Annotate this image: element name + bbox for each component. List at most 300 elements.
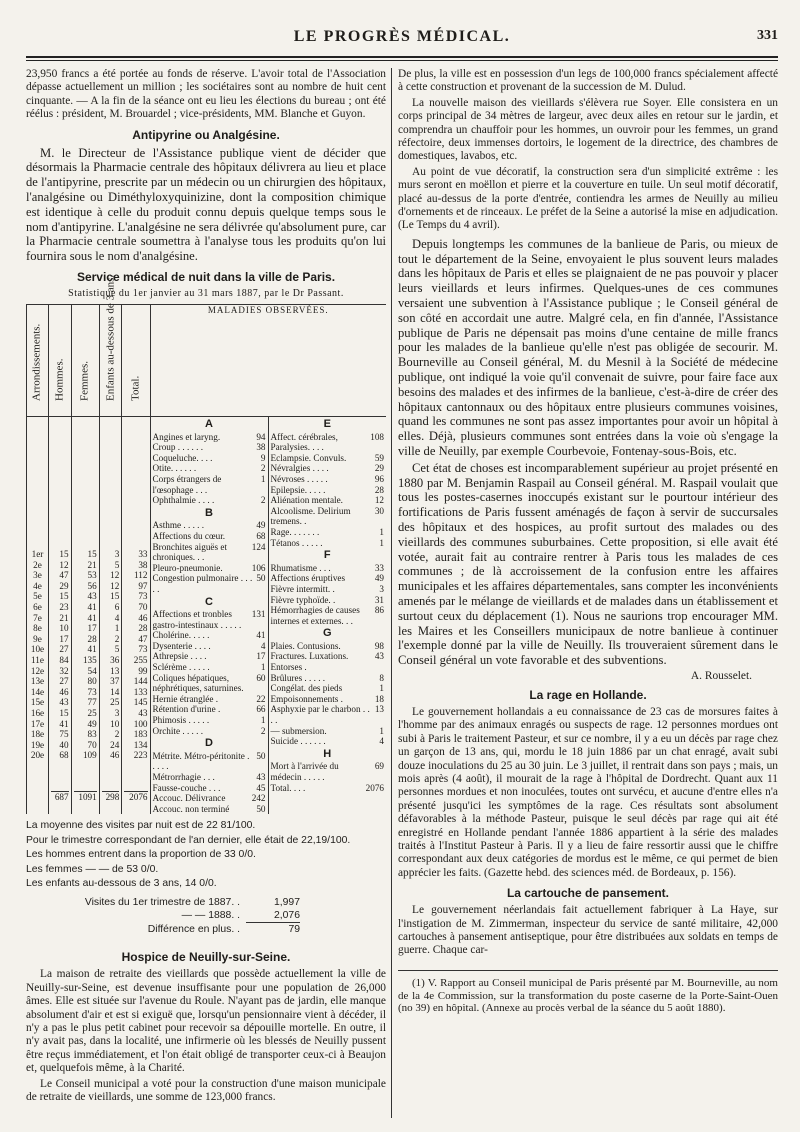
summary-line: Les hommes entrent dans la proportion de 33 0/0. bbox=[26, 849, 256, 861]
table-cell: 27 bbox=[59, 644, 69, 655]
table-cell: 3 bbox=[114, 549, 120, 559]
table-cell: 11e bbox=[31, 654, 44, 665]
disease-row bbox=[271, 463, 385, 474]
disease-row bbox=[153, 804, 266, 815]
disease-row bbox=[153, 453, 266, 464]
hospice-continued-paragraph: La nouvelle maison des vieillards s'élèvera rue Soyer. Elle consistera en un corps principal de 34 mètres de largeur, avec deux ailes en retour sur le jardin, et comprendra un chauffoir pour les hommes, un ouvroir pour les femmes, un grand réfectoire, deux immenses dortoirs, le logement de la directrice, des chambres de domestiques, lavabos, etc. bbox=[398, 96, 778, 163]
disease-count: 22 bbox=[256, 693, 266, 704]
disease-row bbox=[153, 573, 266, 594]
table-cell: 84 bbox=[59, 654, 69, 665]
disease-row bbox=[271, 783, 385, 794]
disease-row bbox=[153, 474, 266, 495]
disease-name: Rage. . . . . . . bbox=[270, 526, 320, 537]
table-cell: 134 bbox=[133, 739, 148, 750]
table-cell: 41 bbox=[59, 718, 69, 729]
visits-comparison bbox=[26, 896, 386, 936]
table-cell: 83 bbox=[87, 729, 97, 740]
diseases-header: MALADIES OBSERVÉES. bbox=[150, 305, 386, 417]
disease-name: Coliques hépatiques, néphrétiques, saturnines. bbox=[152, 672, 244, 694]
disease-name: Congestion pulmonaire . . . . . bbox=[152, 573, 253, 594]
table-cell: 255 bbox=[133, 654, 148, 665]
disease-row bbox=[153, 520, 266, 531]
disease-count: 50 bbox=[256, 750, 266, 761]
table-cell: 75 bbox=[59, 729, 69, 740]
table-cell: 12 bbox=[110, 570, 120, 581]
page-header bbox=[26, 28, 778, 52]
journal-title: LE PROGRÈS MÉDICAL. bbox=[293, 28, 511, 45]
disease-row bbox=[153, 432, 266, 443]
table-cell: 10e bbox=[30, 644, 45, 655]
disease-name: — submersion. bbox=[270, 725, 327, 736]
table-cell: 46 bbox=[110, 750, 120, 761]
disease-row bbox=[153, 641, 266, 652]
disease-row bbox=[153, 630, 266, 641]
disease-name: Affections et tronbles gastro-intestinaux . . . . . bbox=[152, 609, 242, 630]
disease-row bbox=[271, 651, 385, 672]
disease-name: Métrorrhagie . . . bbox=[152, 772, 215, 782]
table-cell: 43 bbox=[87, 591, 97, 602]
disease-count: 2 bbox=[260, 725, 266, 736]
table-cell: 54 bbox=[87, 665, 97, 676]
table-cell: 23 bbox=[59, 601, 69, 612]
disease-row bbox=[271, 726, 385, 737]
disease-count: 28 bbox=[374, 484, 384, 495]
disease-group-letter: H bbox=[323, 747, 332, 760]
hospice-continued-paragraph: De plus, la ville est en possession d'un legs de 100,000 francs spécialement affecté à cette construction et provenant de la succession de M. Dulud. bbox=[398, 68, 778, 94]
table-cell: 47 bbox=[138, 633, 148, 644]
table-cell: 145 bbox=[133, 697, 148, 708]
disease-count: 43 bbox=[374, 651, 384, 662]
total-count-list bbox=[122, 417, 150, 815]
author-signature: A. Rousselet. bbox=[690, 669, 752, 682]
summary-line: La moyenne des visites par nuit est de 22 81/100. bbox=[26, 820, 256, 832]
table-cell: 24 bbox=[110, 739, 120, 750]
table-cell: 17e bbox=[30, 718, 45, 729]
table-cell: 17 bbox=[59, 633, 69, 644]
antipyrine-heading: Antipyrine ou Analgésine. bbox=[132, 127, 280, 142]
table-cell: 4 bbox=[114, 612, 120, 623]
disease-row bbox=[271, 474, 385, 485]
disease-row bbox=[271, 485, 385, 496]
table-cell: 49 bbox=[87, 718, 97, 729]
disease-group-letter: D bbox=[205, 737, 213, 750]
table-cell: 135 bbox=[82, 654, 97, 665]
table-cell: 29 bbox=[59, 580, 69, 591]
intro-paragraph: 23,950 francs a été portée au fonds de réserve. L'avoir total de l'Association dépasse actuellement un million ; les sociétaires sont au nombre de huit cent cinquante. — A la fin de la séance ont eu lieu les élections du bureau ; ont été réélus : président, M. Brouardel ; vice-présidents, MM. Blanche et Guyon. bbox=[26, 68, 386, 121]
disease-count: 17 bbox=[256, 651, 266, 662]
disease-count: 242 bbox=[251, 793, 266, 804]
disease-row bbox=[153, 563, 266, 574]
summary-line: Les enfants au-dessous de 3 ans, 14 0/0. bbox=[26, 878, 217, 889]
table-cell: 10 bbox=[110, 718, 120, 729]
table-cell: 36 bbox=[110, 654, 120, 665]
disease-name: Phimosis . . . . . bbox=[152, 715, 210, 726]
table-cell: 183 bbox=[133, 729, 148, 740]
visits-value: 1,997 bbox=[273, 897, 300, 909]
disease-count: 68 bbox=[256, 530, 266, 541]
footnote-text: (1) V. Rapport au Conseil municipal de Paris présenté par M. Bourneville, au nom de la 4e Commission, sur la transformation du poste caserne de la Porte-Saint-Ouen (no 39) en hôpital. (Annexe au procès verbal de la séance du 5 août 1880). bbox=[398, 976, 778, 1015]
disease-row bbox=[271, 641, 385, 652]
table-cell: 47 bbox=[59, 570, 69, 581]
table-cell: 2e bbox=[33, 559, 42, 570]
table-cell: 7e bbox=[33, 612, 42, 623]
disease-name: Cholérine. . . . . bbox=[152, 630, 210, 641]
disease-row bbox=[153, 463, 266, 474]
disease-count: 1 bbox=[260, 473, 266, 484]
disease-name: Dysenterie . . . . bbox=[152, 640, 211, 651]
hospice-paragraph: Le Conseil municipal a voté pour la construction d'une maison municipale de retraite de vieillards, une somme de 123,000 francs. bbox=[26, 1077, 386, 1104]
table-cell: 28 bbox=[138, 623, 148, 634]
women-header: Femmes. bbox=[71, 305, 99, 417]
table-cell: 37 bbox=[110, 676, 120, 687]
disease-row bbox=[271, 584, 385, 595]
table-cell: 12 bbox=[59, 559, 69, 570]
rage-heading: La rage en Hollande. bbox=[529, 687, 647, 702]
disease-count: 1 bbox=[379, 537, 384, 548]
table-cell: 13 bbox=[110, 665, 120, 676]
disease-name: Croup . . . . . . bbox=[152, 442, 204, 453]
disease-count: 50 bbox=[256, 573, 266, 584]
cartouche-heading: La cartouche de pansement. bbox=[506, 886, 670, 901]
table-cell: 33 bbox=[138, 549, 148, 559]
disease-count: 50 bbox=[256, 803, 266, 814]
disease-count: 106 bbox=[251, 562, 266, 573]
disease-name: Coqueluche. . . . bbox=[152, 452, 213, 463]
disease-count: 38 bbox=[256, 442, 266, 453]
disease-name: Empoisonnements . bbox=[270, 693, 343, 704]
table-cell: 6e bbox=[33, 601, 42, 612]
disease-count: 2 bbox=[260, 495, 266, 506]
disease-count: 8 bbox=[379, 672, 384, 683]
table-cell: 15 bbox=[59, 549, 69, 559]
disease-row bbox=[271, 704, 385, 725]
table-cell: 27 bbox=[59, 676, 69, 687]
disease-name: Rétention d'urine . bbox=[152, 704, 221, 715]
table-cell: 2 bbox=[114, 729, 120, 740]
table-cell: 73 bbox=[138, 591, 148, 602]
table-cell: 15 bbox=[59, 591, 69, 602]
disease-name: Accouc. non terminé bbox=[152, 803, 230, 814]
disease-row bbox=[271, 595, 385, 606]
visits-label: — — 1888. . bbox=[181, 910, 240, 922]
table-cell: 133 bbox=[133, 686, 148, 697]
table-sum-cell: 687 bbox=[51, 791, 69, 803]
disease-row bbox=[271, 563, 385, 574]
disease-count: 94 bbox=[256, 431, 266, 442]
disease-count: 9 bbox=[260, 452, 266, 463]
disease-count: 131 bbox=[251, 609, 266, 620]
table-cell: 3e bbox=[33, 570, 42, 581]
total-header: Total. bbox=[122, 305, 150, 417]
disease-row bbox=[271, 506, 385, 527]
disease-count: 3 bbox=[379, 583, 384, 594]
disease-count: 45 bbox=[256, 782, 266, 793]
disease-count: 18 bbox=[374, 693, 384, 704]
disease-count: 30 bbox=[374, 505, 384, 516]
disease-count: 1 bbox=[260, 715, 266, 726]
table-cell: 5 bbox=[114, 644, 120, 655]
disease-row bbox=[271, 694, 385, 705]
disease-name: Fractures. Luxations. Entorses . bbox=[270, 651, 349, 673]
table-cell: 43 bbox=[138, 707, 148, 718]
disease-count: 4 bbox=[379, 736, 384, 747]
disease-row bbox=[271, 538, 385, 549]
table-cell: 9e bbox=[33, 633, 42, 644]
disease-row bbox=[153, 715, 266, 726]
table-cell: 25 bbox=[87, 707, 97, 718]
table-cell: 100 bbox=[133, 718, 148, 729]
table-cell: 28 bbox=[87, 633, 97, 644]
disease-count: 60 bbox=[256, 672, 266, 683]
table-cell: 46 bbox=[138, 612, 148, 623]
table-sum-cell: 2076 bbox=[124, 791, 147, 803]
disease-name: Epilepsie. . . . . bbox=[270, 484, 326, 495]
disease-name: Bronchites aiguës et chroniques. . . bbox=[152, 541, 228, 563]
disease-count: 59 bbox=[374, 452, 384, 463]
disease-row bbox=[153, 442, 266, 453]
disease-row bbox=[271, 573, 385, 584]
children-count-list bbox=[99, 417, 122, 815]
diseases-column-a-d bbox=[150, 417, 268, 815]
disease-name: Aliénation mentale. bbox=[270, 495, 343, 506]
disease-count: 12 bbox=[374, 495, 384, 506]
disease-row bbox=[271, 432, 385, 453]
cartouche-paragraph: Le gouvernement néerlandais fait actuellement fabriquer à La Haye, sur l'instigation de M. Zimmerman, inspecteur du service de santé militaire, 42,000 cartouches à pansement antiseptique, pour être distribuées aux soldats en temps de guerre. Chaque car- bbox=[398, 904, 778, 957]
disease-count: 41 bbox=[256, 630, 266, 641]
summary-line: Pour le trimestre correspondant de l'an dernier, elle était de 22,19/100. bbox=[26, 834, 351, 846]
disease-count: 1 bbox=[379, 526, 384, 537]
disease-name: Affections du cœur. bbox=[152, 530, 226, 541]
disease-name: Névroses . . . . . bbox=[270, 473, 328, 484]
table-cell: 13e bbox=[30, 676, 45, 687]
disease-row bbox=[153, 531, 266, 542]
table-cell: 43 bbox=[59, 697, 69, 708]
disease-count: 43 bbox=[256, 772, 266, 782]
statistics-summary bbox=[26, 820, 386, 890]
disease-row bbox=[153, 704, 266, 715]
hospice-paragraph: La maison de retraite des vieillards que possède actuellement la ville de Neuilly-sur-Seine, est devenue insuffisante pour une population de 26,000 âmes. Elle est située sur l'avenue du Roule. N'ayant pas de jardin, elle manque absolument d'air et est si exiguë que, lorsqu'un pensionnaire vient à décéder, il n'y a pas le plus petit cabinet pour recevoir sa dépouille mortelle. En outre, il n'y avait pas, dans la localité, une infirmerie où les blessés de Neuilly pussent être reçus immédiatement, et l'on était obligé de transporter ceux-ci à Beaujon et, quelquefois même, à la Charité. bbox=[26, 968, 386, 1075]
disease-row bbox=[153, 751, 266, 772]
table-cell: 6 bbox=[114, 601, 120, 612]
disease-group-letter: G bbox=[322, 627, 332, 640]
table-cell: 99 bbox=[138, 665, 148, 676]
disease-name: Pleuro-pneumonie. bbox=[152, 562, 223, 573]
table-cell: 70 bbox=[87, 739, 97, 750]
disease-row bbox=[271, 761, 385, 782]
disease-row bbox=[153, 694, 266, 705]
table-cell: 41 bbox=[87, 612, 97, 623]
disease-name: Corps étrangers de l'œsophage . . . bbox=[152, 473, 222, 495]
men-count-list bbox=[48, 417, 71, 815]
disease-count: 31 bbox=[374, 594, 384, 605]
table-cell: 46 bbox=[59, 686, 69, 697]
disease-name: Athrepsie . . . . bbox=[152, 651, 207, 662]
disease-name: Total. . . . bbox=[270, 782, 306, 793]
table-cell: 32 bbox=[59, 665, 69, 676]
disease-count: 69 bbox=[374, 761, 384, 772]
disease-count: 86 bbox=[374, 605, 384, 616]
disease-count: 49 bbox=[374, 573, 384, 584]
disease-name: Brûlures . . . . . bbox=[270, 672, 326, 683]
disease-name: Rhumatisme . . . bbox=[270, 562, 331, 573]
table-cell: 40 bbox=[59, 739, 69, 750]
disease-count: 13 bbox=[374, 704, 384, 715]
disease-group-letter: F bbox=[323, 549, 331, 562]
table-cell: 12e bbox=[30, 665, 45, 676]
table-cell: 41 bbox=[87, 644, 97, 655]
antipyrine-paragraph: M. le Directeur de l'Assistance publique vient de décider que désormais la Pharmacie centrale des hôpitaux délivrera au lieu et place de l'antipyrine, prescrite par un médecin ou un chirurgien des hôpitaux, l'analgésine ou Diméthyloxyquinizine, dont la composition chimique est identique à celle du produit connu depuis quelque temps sous le nom d'antipyrine. L'analgésine ne sera délivrée qu'absolument pure, car la Pharmacie centrale soumettra à l'analyse tous les produits qu'on lui fournira sous le nom d'analgésine. bbox=[26, 145, 386, 264]
disease-count: 2 bbox=[260, 463, 266, 474]
disease-name: Asphyxie par le charbon . . . . bbox=[270, 704, 370, 726]
disease-row bbox=[271, 736, 385, 747]
disease-name: Ophthalmie . . . . bbox=[152, 495, 215, 506]
disease-name: Eclampsie. Convuls. bbox=[270, 452, 347, 463]
table-cell: 38 bbox=[138, 559, 148, 570]
disease-count: 1 bbox=[260, 662, 266, 673]
banlieue-paragraph: Depuis longtemps les communes de la banlieue de Paris, ou mieux de tout le département de la Seine, envoyaient le plus souvent leurs malades dans les hôpitaux de Paris et elles se plaignaient de ne pas pouvoir y placer leurs vieillards et leurs infirmes. Quelques-unes de ces communes versaient une subvention à l'Assistance publique ; le Conseil général de son côté en accordait une autre. Malgré cela, en fin d'année, l'Assistance publique de Paris ne dépensait pas moins d'une centaine de mille francs pour les malades de la banlieue qu'elle n'est pas obligée de secourir. M. Bourneville au Conseil général, M. du Mesnil à la Société de médecine publique, ont indiqué la voie qu'il convenait de suivre, pour faire face aux besoins des malades et des infirmes de la banlieue, c'est-à-dire de créer des hôpitaux cantonnaux ou des hôpitaux entre plusieurs communes voisines, quand les communes ne sont pas assez importantes pour avoir un hôpital à elles. Déjà, plusieurs communes sont entrées dans la voie où s'engage la ville de Neuilly, par exemple Courbevoie, Fontenay-sous-Bois, etc. bbox=[398, 236, 778, 459]
disease-row bbox=[153, 609, 266, 630]
table-cell: 70 bbox=[138, 601, 148, 612]
visits-value: 79 bbox=[288, 924, 300, 936]
women-count-list bbox=[71, 417, 99, 815]
table-cell: 5e bbox=[33, 591, 42, 602]
table-cell: 80 bbox=[87, 676, 97, 687]
table-sum-cell: 298 bbox=[102, 791, 120, 803]
table-cell: 20e bbox=[30, 750, 45, 761]
arrondissement-list bbox=[27, 417, 49, 815]
table-cell: 109 bbox=[82, 750, 97, 761]
disease-count: 1 bbox=[379, 725, 384, 736]
table-cell: 10 bbox=[59, 623, 69, 634]
disease-name: Alcoolisme. Delirium tremens. . bbox=[270, 505, 351, 527]
disease-count: 29 bbox=[374, 463, 384, 474]
disease-row bbox=[153, 673, 266, 694]
table-cell: 12 bbox=[110, 580, 120, 591]
disease-name: Asthme . . . . . bbox=[152, 520, 205, 531]
hospice-heading: Hospice de Neuilly-sur-Seine. bbox=[121, 950, 291, 965]
left-column bbox=[26, 68, 386, 1118]
table-cell: 53 bbox=[87, 570, 97, 581]
disease-count: 66 bbox=[256, 704, 266, 715]
disease-count: 49 bbox=[256, 520, 266, 531]
disease-row bbox=[153, 772, 266, 783]
table-cell: 144 bbox=[133, 676, 148, 687]
disease-name: Hernie étranglée . bbox=[152, 693, 219, 704]
footnote bbox=[398, 970, 778, 1015]
table-cell: 17 bbox=[87, 623, 97, 634]
diseases-column-e-h bbox=[268, 417, 386, 815]
disease-name: Congélat. des pieds bbox=[270, 683, 343, 694]
table-cell: 5 bbox=[114, 559, 120, 570]
disease-row bbox=[271, 453, 385, 464]
table-cell: 19e bbox=[30, 739, 45, 750]
disease-count: 33 bbox=[374, 562, 384, 573]
table-cell: 15 bbox=[110, 591, 120, 602]
table-cell: 223 bbox=[133, 750, 148, 761]
table-cell: 97 bbox=[138, 580, 148, 591]
visits-label: Différence en plus. . bbox=[147, 924, 240, 936]
disease-row bbox=[153, 793, 266, 804]
table-cell: 73 bbox=[138, 644, 148, 655]
disease-row bbox=[271, 673, 385, 684]
disease-name: Fièvre intermitt. . bbox=[270, 583, 335, 594]
visits-value: 2,076 bbox=[246, 909, 300, 923]
table-cell: 16e bbox=[30, 707, 45, 718]
table-cell: 15 bbox=[59, 707, 69, 718]
column-divider bbox=[391, 68, 392, 1118]
page-number: 331 bbox=[757, 28, 778, 43]
disease-name: Affections éruptives bbox=[270, 573, 346, 584]
disease-name: Accouc. Délivrance bbox=[152, 793, 226, 804]
disease-row bbox=[153, 726, 266, 737]
table-cell: 15 bbox=[87, 549, 97, 559]
disease-group-letter: C bbox=[205, 595, 213, 608]
service-heading: Service médical de nuit dans la ville de Paris. bbox=[76, 270, 336, 284]
arrondissements-header: Arrondissements. bbox=[27, 305, 49, 417]
disease-name: Névralgies . . . . bbox=[270, 463, 329, 474]
header-rule bbox=[26, 56, 778, 61]
disease-row bbox=[271, 605, 385, 626]
rage-paragraph: Le gouvernement hollandais a eu connaissance de 23 cas de morsures faites à l'homme par des animaux enragés ou suspects de rage. 12 personnes mordues ont subi à Paris le traitement Pasteur, et sur ce nombre, il y a eu un décès par rage chez un garçon de 13 ans, qui, mordu le 18 juin 1886 par un chat enragé, avait subi douze inoculations du 25 au 30 juin. Le 3 juillet, il rentrait dans son pays ; mais, un mois après (4 août), il mourait de la rage à l'hôpital de Dordrecht. Quant aux 11 personnes mordues et non inoculées, toutes ont survécu, et aucune d'entre elles n'a présenté jusqu'ici les symptômes de la rage. Ces résultats sont absolument défavorables à la méthode Pasteur, puisque le seul décès par rage qui ait été enregistré en Hollande pendant l'année 1886 appartient à la série des malades traités à l'Institut Pasteur à Paris. Il y a lieu de faire ressortir aussi que le chiffre correspondant aux deux catégories de mordus est le même, ce qui permet de bien apprécier les faits. (Gazette hebd. des sciences méd. de Bordeaux, p. 156). bbox=[398, 705, 778, 879]
banlieue-paragraph: Cet état de choses est incomparablement supérieur au projet présenté en 1880 par M. Benjamin Raspail au Conseil général. M. Raspail voulait que tous les postes-casernes inoccupés existant sur le pourtour intérieur des fortifications de Paris fussent aménagés de façon à servir de succursales des hôpitaux et des hospices, au profit surtout des malades ou des vieillards des communes suburbaines. Cette proposition, si elle avait été votée, aurait fait au contraire rentrer à Paris tous les malades de ces communes ; de là accroissement de la confusion entre les affaires municipales et les affaires départementales, sans compter les inconvénients amenés par le mélange de vieillards et de malades dans un établissement et surtout ceux du déplacement (1). Nous ne saurions trop encourager MM. les Maires et les Conseillers municipaux de notre banlieue à continuer l'exemple donné par la ville de Neuilly. Ils trouveraient sûrement dans le Conseil général un vote favorable et des subventions. bbox=[398, 460, 778, 668]
disease-name: Fausse-couche . . . bbox=[152, 782, 221, 793]
disease-row bbox=[153, 542, 266, 563]
table-cell: 15e bbox=[30, 697, 45, 708]
table-cell: 25 bbox=[110, 697, 120, 708]
hospice-continued-paragraph: Au point de vue décoratif, la construction sera d'un simplicité extrême : les murs seront en moëllon et pierre et la couverture en tuile. Un seul motif décoratif, placé au-dessus de la porte d'entrée, contiendra les armes de Neuilly au milieu d'ornements et de rinceaux. Le préfet de la Seine a autorisé la mise en adjudication. (Le Temps du 4 avril). bbox=[398, 165, 778, 232]
table-cell: 77 bbox=[87, 697, 97, 708]
right-column bbox=[398, 68, 778, 1118]
table-cell: 68 bbox=[59, 750, 69, 761]
service-subtitle: Statistique du 1er janvier au 31 mars 1887, par le Dr Passant. bbox=[68, 288, 344, 299]
table-cell: 73 bbox=[87, 686, 97, 697]
table-cell: 14e bbox=[30, 686, 45, 697]
visits-label: Visites du 1er trimestre de 1887. . bbox=[84, 897, 240, 909]
table-cell: 3 bbox=[114, 707, 120, 718]
table-cell: 112 bbox=[134, 570, 148, 581]
disease-name: Affect. cérébrales, Paralysies. . . . bbox=[270, 431, 338, 453]
summary-line: Les femmes — — de 53 0/0. bbox=[26, 863, 159, 875]
table-cell: 8e bbox=[33, 623, 42, 634]
table-cell: 4e bbox=[33, 580, 42, 591]
table-sum-cell: 1091 bbox=[74, 791, 97, 803]
disease-row bbox=[153, 651, 266, 662]
disease-row bbox=[153, 783, 266, 794]
disease-name: Fièvre typhoïde. . bbox=[270, 594, 336, 605]
disease-count: 108 bbox=[370, 431, 384, 442]
disease-count: 2076 bbox=[365, 782, 384, 793]
disease-count: 4 bbox=[260, 640, 266, 651]
disease-name: Otite. . . . . . bbox=[152, 463, 197, 474]
disease-name: Tétanos . . . . . bbox=[270, 537, 323, 548]
disease-name: Hémorrhagies de causes internes et externes. . . bbox=[270, 605, 360, 626]
disease-name: Orchite . . . . . bbox=[152, 725, 204, 736]
table-cell: 1er bbox=[31, 549, 44, 559]
disease-row bbox=[153, 495, 266, 506]
disease-row bbox=[271, 495, 385, 506]
table-cell: 41 bbox=[87, 601, 97, 612]
disease-row bbox=[271, 527, 385, 538]
disease-group-letter: E bbox=[323, 418, 331, 430]
disease-count: 124 bbox=[251, 541, 266, 552]
disease-name: Mort à l'arrivée du médecin . . . . . bbox=[270, 761, 339, 782]
disease-group-letter: B bbox=[205, 506, 213, 519]
disease-name: Sclérème . . . . . bbox=[152, 662, 210, 673]
table-cell: 21 bbox=[87, 559, 97, 570]
disease-name: Plaies. Contusions. bbox=[270, 640, 341, 651]
table-cell: 14 bbox=[110, 686, 120, 697]
table-cell: 2 bbox=[114, 633, 120, 644]
